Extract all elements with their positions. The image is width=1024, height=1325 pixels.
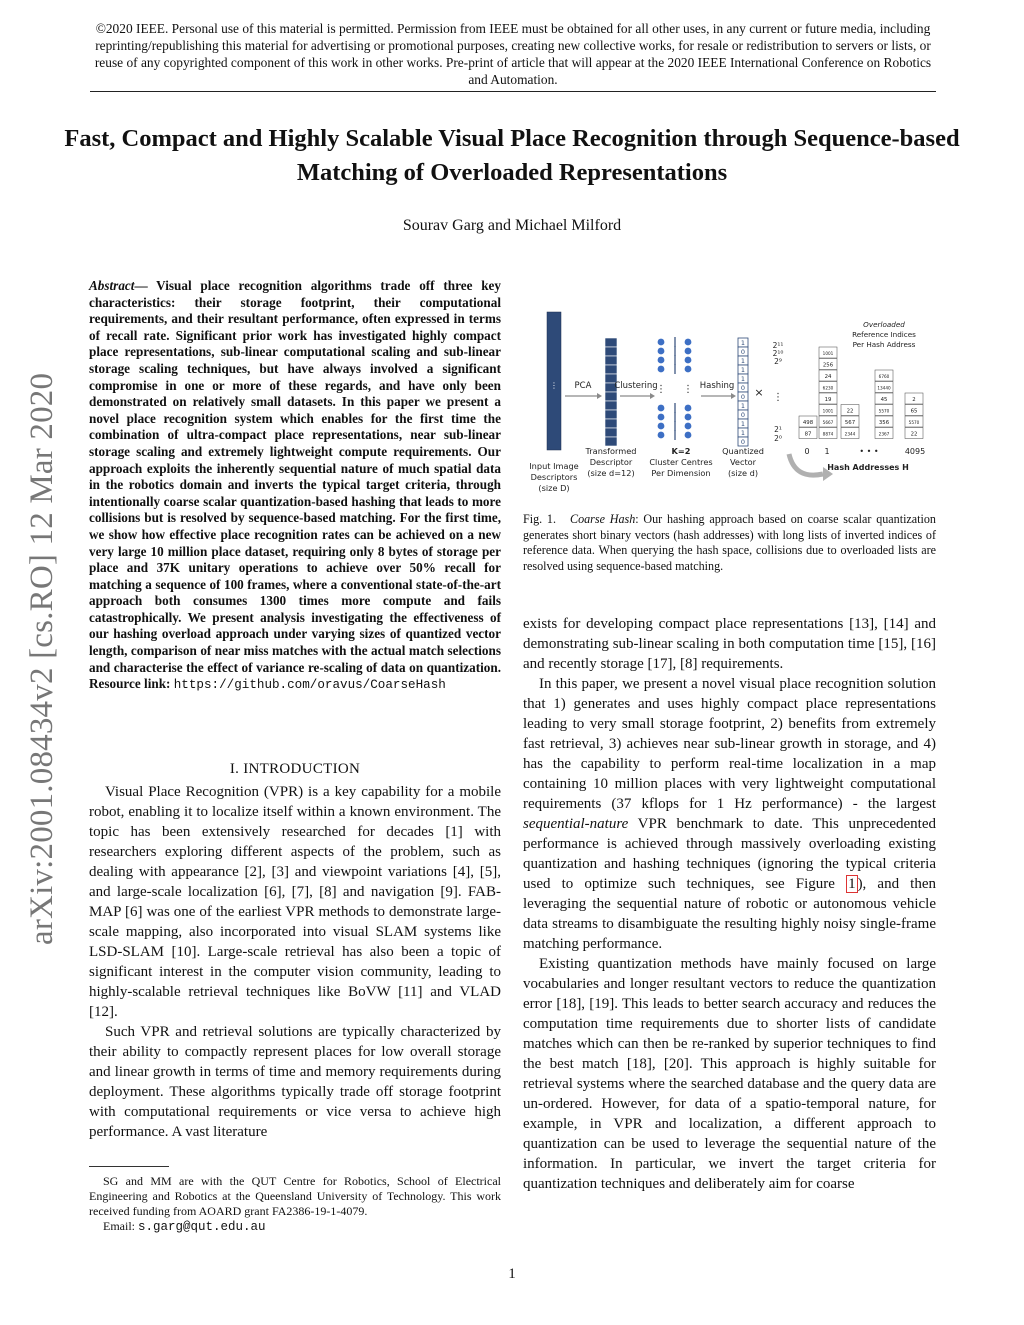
cluster-centre-dot [658,348,665,355]
bit-value: 1 [740,420,746,428]
right-paragraph-2-b: VPR benchmark to date. This unprecedented performance is achieved through massively overloading existing quantization and hashing techniques (ignoring the typical criteria used to optimize such techniques, see Figure [523,816,936,892]
cluster-dots-ellipsis: ⋮ [683,384,693,395]
cluster-centre-dot [658,432,665,439]
abstract-lead: Abstract [89,278,135,293]
bit-value: 1 [740,366,746,374]
cluster-centre-dot [658,339,665,346]
cluster-centre-dot [685,423,692,430]
intro-paragraph-1: Visual Place Recognition (VPR) is a key capability for a mobile robot, enabling it to localize itself within a known environment. The topic has been extensively researched for decades [1] with researchers exploring different aspects of the problem, such as dealing with appearance [2], [3] and viewpoint variations [4], [5], and large-scale localization [6], [7], [8] and navigation [9]. FAB-MAP [6] was one of the earliest VPR methods to demonstrate large-scale mapping, also incorporated into visual SLAM systems like LSD-SLAM [10]. Large-scale retrieval has also been a topic of significant interest in the computer vision community, leading to highly-scalable retrieval techniques like BoVW [11] and VLAD [12]. [89,784,501,1020]
reference-index-value: 87 [804,431,812,438]
bit-value: 1 [740,375,746,383]
abstract-dash: — [134,278,148,293]
clustering-arrowhead [650,393,655,399]
cluster-centre-dot [685,366,692,373]
hash-addresses-label: Hash Addresses H [827,463,909,472]
hash-address-dots: • • • [859,447,879,456]
hashing-arrowhead [731,393,736,399]
transformed-cell [605,419,617,428]
reference-index-value: 8874 [822,431,834,437]
cluster-centre-dot [658,366,665,373]
header-rule [90,91,936,92]
hash-address-4095: 4095 [904,447,926,456]
cluster-centre-dot [658,423,665,430]
abstract-text: Visual place recognition algorithms trade off three key characteristics: their storage footprint, their computational requirements, and their resultant performance, often expressed in terms of recall rate. Significant prior work has investigated highly compact place representations, sub-linear computational scaling and sub-linear storage scaling techniques, but have always involved a significant compromise in one or more of these regards, and have only been demonstrated on relatively small datasets. In this paper we present a novel place recognition system which enables for the first time the combination of ultra-compact place representations, near sub-linear storage scaling and extremely lightweight compute requirements. Our approach exploits the inherently sequential nature of much spatial data in the robotics domain and inverts the typical target criteria, through intentionally coarse scalar quantization-based hashing that leads to more collisions but is resolved by sequence-based matching. For the first time, we show how effective place recognition rates can be achieved on a new very large 10 million place dataset, requiring only 8 bytes of storage per place and 37K unitary operations to achieve over 50% recall for matching a sequence of 100 frames, where a conventional state-of-the-art approach both consumes 1300 times more compute and fails catastrophically. We present analysis investigating the effectiveness of our hashing overload approach under varying sizes of quantized vector length, comparison of near miss matches with the actual match selections and characterise the effect of variance re-scaling of data on quantization. Resource link: [89,278,501,692]
hashing-label: Hashing [699,381,735,391]
emphasis-sequential-nature: sequential-nature [523,816,629,832]
bit-value: 1 [740,357,746,365]
reference-index-value: 65 [910,408,918,415]
k-label-line-2: Cluster Centres [649,457,713,467]
abstract [89,278,501,694]
pca-arrowhead [597,393,602,399]
footnote-email-label: Email: [103,1219,138,1233]
bit-value: 1 [740,429,746,437]
cluster-centre-dot [685,405,692,412]
reference-index-value: 22 [846,408,854,415]
paper-authors: Sourav Garg and Michael Milford [402,217,622,234]
footnote-affiliation: SG and MM are with the QUT Centre for Robotics, School of Electrical Engineering and Robotics at the Queensland University of Technology. This work received funding from AOARD grant FA2386-19-1-4079. [89,1174,501,1218]
input-label-line-3: (size D) [538,483,570,493]
right-paragraph-2 [523,674,936,954]
bit-value: 1 [740,339,746,347]
transformed-label-line-3: (size d=12) [587,468,635,478]
reference-index-value: 356 [878,420,890,426]
footnote-email[interactable]: s.garg@qut.edu.au [138,1220,266,1234]
reference-index-value: 19 [824,397,832,403]
power-2-0: 2⁰ [774,434,782,443]
reference-index-value: 5667 [822,420,834,425]
introduction-section [89,755,501,1142]
right-paragraph-3: Existing quantization methods have mainly focused on large vocabularies and longer resultant vectors to reduce the quantization error [18], [19]. This leads to better search accuracy and reduces the computation time requirements due to shorter lists of candidate matches which can then be re-ranked by superior techniques to find the best match [18], [20]. This approach is highly suitable for retrieval systems where the searched database and the query data are un-ordered. However, for data of a spatio-temporal nature, for example, in VPR and localization, a different approach to quantization can be used to leverage the sequential nature of the information. In particular, we invert the target criteria for quantization techniques and deliberately aim for coarse [523,956,936,1192]
quantized-label-line-3: (size d) [727,468,759,478]
bit-value: 0 [740,393,746,401]
input-bar-dots: ⋮ [550,381,558,390]
transformed-label-line-1: Transformed [585,446,637,456]
reference-index-value: 6760 [878,374,890,379]
right-paragraph-2-a: In this paper, we present a novel visual place recognition solution that 1) generates and uses highly compact place representations leading to very small storage footprint, 2) benefits from extremely fast retrieval, 3) achieves near sub-linear growth in storage, and 4) has the capability to perform real-time localization in a map containing 10 million places with very lightweight computational requirements (37 kflops for 1 Hz performance) - the largest [523,676,936,812]
cluster-centre-dot [685,339,692,346]
reference-index-lists [799,347,923,439]
input-label-line-1: Input Image [529,461,579,471]
reference-index-value: 567 [844,420,856,426]
right-paragraph-2-c: ), and then leveraging the sequential nature of robotic or autonomous vehicle data streams to disambiguate the resulting highly noisy single-frame matching performance. [523,876,936,952]
k-label-line-3: Per Dimension [651,468,711,478]
power-2-11: 2¹¹ [772,341,784,350]
reference-index-value: 5570 [908,420,920,425]
page-number: 1 [508,1266,516,1282]
reference-index-value: 1001 [822,408,834,414]
section-heading-introduction: I. INTRODUCTION [229,761,361,777]
figure-coarse-hash [523,308,936,508]
power-2-1: 2¹ [774,425,782,434]
reference-index-value: 2367 [878,431,890,437]
overloaded-label-line-3: Per Hash Address [852,340,916,349]
reference-index-value: 1001 [822,351,834,356]
bit-value: 0 [740,384,746,392]
pca-label: PCA [574,381,592,391]
figure-caption [523,512,936,574]
reference-index-value: 5570 [878,408,890,414]
power-dots: ⋮ [773,392,783,403]
figure-number: Fig. 1. [523,512,556,526]
power-2-9: 2⁹ [774,357,782,366]
resource-link[interactable]: https://github.com/oravus/CoarseHash [173,678,446,693]
hash-address-0: 0 [804,447,810,456]
affiliation-footnote [89,1174,501,1235]
cluster-dots-ellipsis: ⋮ [656,384,666,395]
intro-paragraph-2: Such VPR and retrieval solutions are typically characterized by their ability to compactly represent places for low overall storage and linear growth in terms of time and memory requirements during deployment. These algorithms typically trade off storage footprint with computational requirements or vice versa to achieve high performance. A vast literature [89,1024,501,1140]
reference-index-value: 22 [910,431,918,438]
overloaded-label-line-1: Overloaded [863,320,905,329]
reference-index-value: 256 [822,362,834,369]
reference-index-value: 2 [912,397,916,403]
overloaded-label-line-2: Reference Indices [852,330,916,339]
cluster-centre-dot [685,348,692,355]
reference-index-value: 24 [824,374,832,380]
right-paragraph-1: exists for developing compact place representations [13], [14] and demonstrating sub-linear scaling in both computation time [15], [16] and recently storage [17], [8] requirements. [523,616,936,672]
hash-curve-arrow [789,454,823,475]
transformed-cell [605,428,617,437]
arxiv-watermark: arXiv:2001.08434v2 [cs.RO] 12 Mar 2020 [24,372,60,945]
transformed-cell [605,437,617,446]
cluster-centre-dot [685,414,692,421]
reference-index-value: 2344 [844,431,856,437]
reference-index-value: 45 [880,397,888,403]
figure-1-link[interactable]: 1 [848,876,856,892]
transformed-label-line-2: Descriptor [589,457,633,467]
k-label: K=2 [671,446,691,456]
bit-value: 0 [740,348,746,356]
cluster-centre-dot [658,405,665,412]
transformed-cell [605,338,617,347]
bit-value: 0 [740,438,746,446]
quantized-label-line-2: Vector [729,457,757,467]
cluster-centres [656,337,693,440]
reference-index-value: 6230 [822,385,834,391]
cluster-centre-dot [685,432,692,439]
bit-value: 1 [740,402,746,410]
quantized-label-line-1: Quantized [722,446,764,456]
transformed-cell [605,401,617,410]
multiply-sign: × [754,386,764,399]
paper-title: Fast, Compact and Highly Scalable Visual Place Recognition through Sequence-based Matching of Overloaded Representations [64,125,960,186]
footnote-rule [89,1166,169,1167]
transformed-cell [605,410,617,419]
quantized-vector [738,338,748,446]
cluster-centre-dot [658,357,665,364]
transformed-cell [605,365,617,374]
clustering-label: Clustering [614,381,658,391]
caption-text: : Our hashing approach based on coarse scalar quantization generates short binary vectors (hash addresses) with long lists of inverted indices of reference data. When querying the hash space, collisions due to overloaded lists are resolved using sequence-based matching. [523,512,936,573]
transformed-descriptor [605,338,617,446]
hash-address-1: 1 [824,447,830,456]
transformed-cell [605,347,617,356]
bit-value: 0 [740,411,746,419]
reference-index-value: 498 [802,420,814,426]
transformed-cell [605,392,617,401]
transformed-cell [605,356,617,365]
copyright-notice: ©2020 IEEE. Personal use of this material is permitted. Permission from IEEE must be obtained for all other uses, in any current or future media, including reprinting/republishing this material for advertising or promotional purposes, creating new collective works, for resale or redistribution to servers or lists, or reuse of any copyrighted component of this work in other works. Pre-print of article that will appear at the 2020 IEEE International Conference on Robotics and Automation. [94,21,932,87]
reference-index-value: 13440 [877,385,891,391]
figure-name: Coarse Hash [570,512,636,526]
cluster-centre-dot [658,414,665,421]
power-2-10: 2¹⁰ [772,349,784,358]
right-column-text [523,614,936,1194]
cluster-centre-dot [685,357,692,364]
input-label-line-2: Descriptors [530,472,578,482]
